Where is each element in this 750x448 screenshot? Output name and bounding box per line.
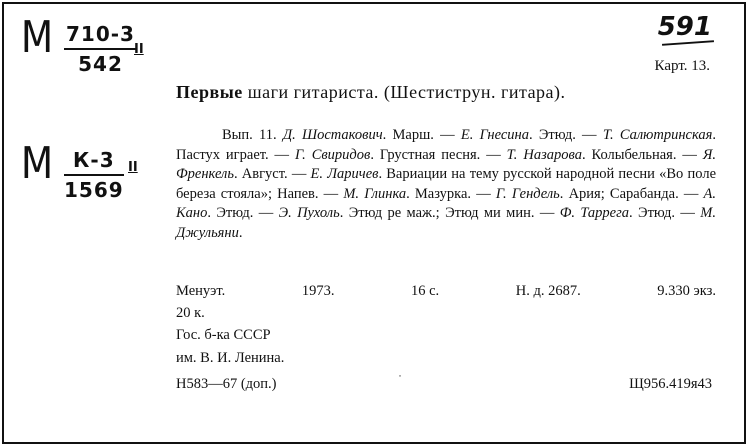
- imprint-price: 20 к.: [176, 305, 205, 321]
- contents-run: . Ария; Сарабанда. —: [559, 185, 704, 202]
- imprint-pages: 16 с.: [411, 283, 440, 299]
- shelfmark-fraction-1: [64, 22, 137, 76]
- contents-run: . Марш. —: [382, 127, 461, 143]
- contents-run: . Колыбельная. —: [581, 146, 703, 163]
- imprint-line: [176, 283, 716, 300]
- composer-name: Г. Гендель: [495, 185, 560, 202]
- shelfmark-numerator-2: К-3: [64, 148, 124, 176]
- contents-run: . Грустная песня. —: [370, 146, 507, 163]
- library-line-1: Гос. б-ка СССР: [176, 327, 271, 343]
- title-rest: шаги гитариста. (Шестиструн. гитара).: [247, 82, 566, 102]
- imprint-year: 1973.: [301, 283, 335, 299]
- contents-run: . Вариации на тему русской народной песни «Во поле береза стояла»; Напев. —: [176, 166, 716, 202]
- imprint-plate: Н. д. 2687.: [515, 283, 581, 299]
- composer-name: Г. Свиридов: [295, 146, 371, 163]
- composer-name: Ф. Таррега: [559, 205, 630, 222]
- contents-run: . Мазурка. —: [406, 185, 496, 202]
- shelfmark-mark-1: II: [134, 42, 144, 57]
- contents-text: [176, 127, 716, 241]
- library-line-2: им. В. И. Ленина.: [176, 350, 285, 366]
- composer-name: А. Кано: [176, 185, 717, 222]
- catalog-card: [2, 2, 746, 444]
- composer-name: М. Джульяни: [176, 205, 716, 241]
- contents-run: Вып. 11.: [222, 127, 283, 143]
- contents-run: . Пастух играет. —: [176, 127, 717, 163]
- order-code: Н583—67 (доп.): [176, 376, 277, 392]
- page-number: 591: [657, 12, 712, 42]
- title-bold: Первые: [176, 82, 243, 102]
- composer-name: Е. Ларичев: [310, 166, 379, 183]
- shelfmark-letter-1: М: [20, 12, 55, 63]
- contents-description: [176, 126, 716, 244]
- composer-name: Т. Назарова: [506, 146, 582, 163]
- composer-name: М. Глинка: [343, 185, 407, 202]
- shelfmark-denominator-2: 1569: [64, 178, 124, 202]
- shelfmark-mark-2: II: [128, 160, 138, 175]
- composer-name: Э. Пухоль: [278, 205, 340, 222]
- composer-name: Я. Френкель: [176, 146, 716, 183]
- classification-code: Щ956.419я43: [629, 376, 712, 392]
- contents-run: . Этюд. —: [629, 205, 701, 222]
- contents-run: . Август. —: [233, 166, 311, 183]
- imprint-genre: Менуэт.: [176, 283, 226, 299]
- shelfmark-denominator-1: 542: [78, 52, 123, 76]
- contents-run: . Этюд ре маж.; Этюд ми мин. —: [339, 205, 560, 222]
- composer-name: Т. Салютринская: [602, 127, 713, 143]
- shelfmark-letter-2: М: [20, 138, 55, 189]
- composer-name: Е. Гнесина: [460, 127, 529, 143]
- stray-mark: ˙: [398, 372, 402, 386]
- shelfmark-numerator-1: 710-3: [64, 22, 137, 50]
- shelfmark-fraction-2: [64, 148, 124, 202]
- imprint-copies: 9.330 экз.: [657, 283, 716, 299]
- book-title: [176, 82, 566, 103]
- composer-name: Д. Шостакович: [282, 127, 383, 143]
- contents-run: .: [238, 224, 243, 241]
- contents-run: . Этюд. —: [528, 127, 603, 143]
- contents-run: . Этюд. —: [207, 205, 279, 222]
- card-label: Карт. 13.: [654, 58, 710, 74]
